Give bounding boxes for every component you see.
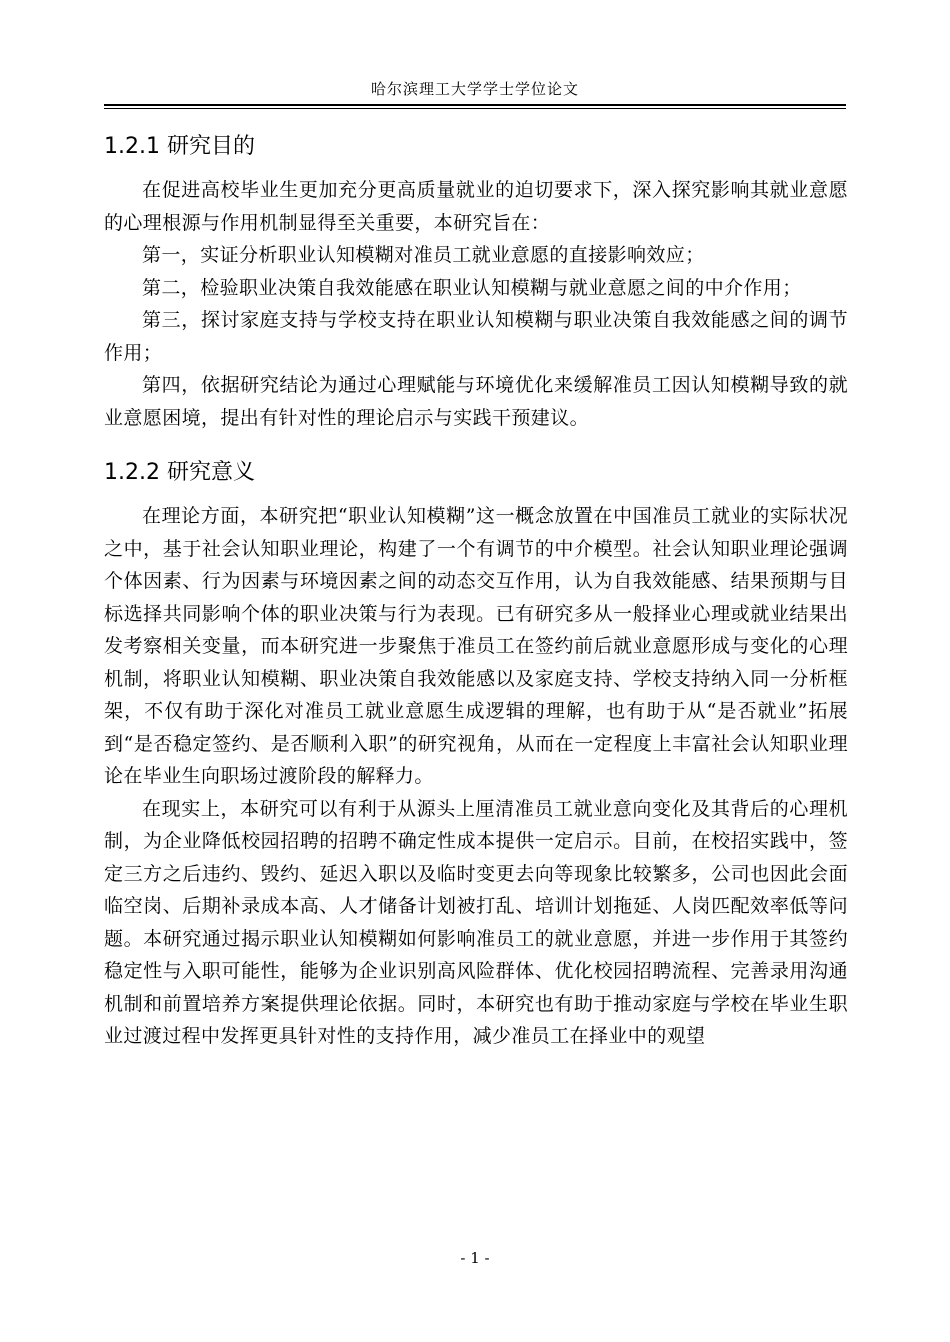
paragraph: 在理论方面，本研究把“职业认知模糊”这一概念放置在中国准员工就业的实际状况之中，基于社会认知职业理论，构建了一个有调节的中介模型。社会认知职业理论强调个体因素、行为因素与环境因素之间的动态交互作用，认为自我效能感、结果预期与目标选择共同影响个体的职业决策与行为表现。已有研究多从一般择业心理或就业结果出发考察相关变量，而本研究进一步聚焦于准员工在签约前后就业意愿形成与变化的心理机制，将职业认知模糊、职业决策自我效能感以及家庭支持、学校支持纳入同一分析框架，不仅有助于深化对准员工就业意愿生成逻辑的理解，也有助于从“是否就业”拓展到“是否稳定签约、是否顺利入职”的研究视角，从而在一定程度上丰富社会认知职业理论在毕业生向职场过渡阶段的解释力。 (104, 505, 848, 787)
section-heading-research-significance: 1.2.2 研究意义 (104, 460, 255, 485)
paragraph: 在促进高校毕业生更加充分更高质量就业的迫切要求下，深入探究影响其就业意愿的心理根源与作用机制显得至关重要，本研究旨在： (104, 179, 848, 234)
paragraph: 在现实上，本研究可以有利于从源头上厘清准员工就业意向变化及其背后的心理机制，为企业降低校园招聘的招聘不确定性成本提供一定启示。目前，在校招实践中，签定三方之后违约、毁约、延迟入职以及临时变更去向等现象比较繁多，公司也因此会面临空岗、后期补录成本高、人才储备计划被打乱、培训计划拖延、人岗匹配效率低等问题。本研究通过揭示职业认知模糊如何影响准员工的就业意愿，并进一步作用于其签约稳定性与入职可能性，能够为企业识别高风险群体、优化校园招聘流程、完善录用沟通机制和前置培养方案提供理论依据。同时，本研究也有助于推动家庭与学校在毕业生职业过渡过程中发挥更具针对性的支持作用，减少准员工在择业中的观望 (104, 797, 848, 1047)
section-heading-research-purpose: 1.2.1 研究目的 (104, 134, 255, 159)
paragraph: 第一，实证分析职业认知模糊对准员工就业意愿的直接影响效应； (142, 244, 705, 266)
paragraph: 第四，依据研究结论为通过心理赋能与环境优化来缓解准员工因认知模糊导致的就业意愿困境，提出有针对性的理论启示与实践干预建议。 (104, 374, 848, 429)
page-header: 哈尔滨理工大学学士学位论文 (370, 80, 579, 98)
document-body (104, 126, 848, 1053)
header-rule-thin (104, 108, 846, 109)
paragraph: 第二，检验职业决策自我效能感在职业认知模糊与就业意愿之间的中介作用； (142, 276, 802, 299)
paragraph: 第三，探讨家庭支持与学校支持在职业认知模糊与职业决策自我效能感之间的调节作用； (104, 309, 848, 364)
header-rule (104, 104, 846, 106)
page-number: - 1 - (460, 1249, 490, 1267)
